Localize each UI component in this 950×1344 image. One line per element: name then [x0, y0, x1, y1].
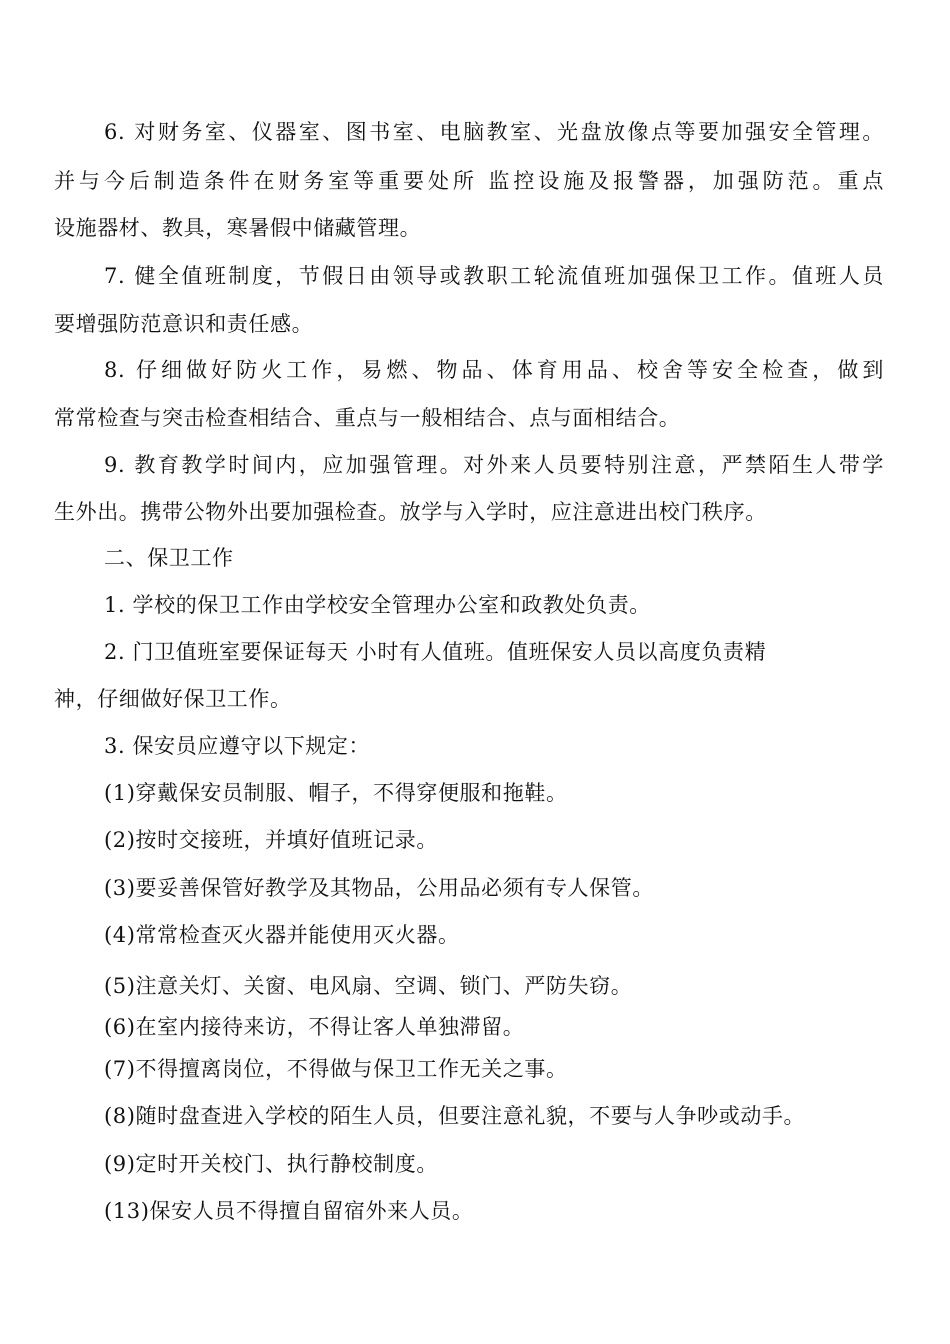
- paragraph-7-line-2: 要增强防范意识和责任感。: [54, 312, 314, 336]
- paragraph-6-line-2: 并与今后制造条件在财务室等重要处所 监控设施及报警器，加强防范。重点: [54, 169, 884, 193]
- rule-2: (2)按时交接班，并填好值班记录。: [104, 828, 438, 852]
- paragraph-9-line-1: 9. 教育教学时间内，应加强管理。对外来人员要特别注意，严禁陌生人带学: [104, 453, 884, 477]
- paragraph-6-line-1: 6. 对财务室、仪器室、图书室、电脑教室、光盘放像点等要加强安全管理。: [104, 120, 884, 144]
- paragraph-8-line-1: 8. 仔细做好防火工作，易燃、物品、体育用品、校舍等安全检查，做到: [104, 358, 884, 382]
- rule-9: (9)定时开关校门、执行静校制度。: [104, 1152, 438, 1176]
- item-2-line-1: 2. 门卫值班室要保证每天 小时有人值班。值班保安人员以高度负责精: [104, 640, 767, 664]
- rule-1: (1)穿戴保安员制服、帽子，不得穿便服和拖鞋。: [104, 781, 568, 805]
- rule-8: (8)随时盘查进入学校的陌生人员，但要注意礼貌，不要与人争吵或动手。: [104, 1104, 806, 1128]
- rule-13: (13)保安人员不得擅自留宿外来人员。: [104, 1199, 474, 1223]
- paragraph-8-line-2: 常常检查与突击检查相结合、重点与一般相结合、点与面相结合。: [54, 406, 681, 430]
- item-2-line-2: 神，仔细做好保卫工作。: [54, 687, 292, 711]
- paragraph-6-line-3: 设施器材、教具，寒暑假中储藏管理。: [54, 216, 422, 240]
- rule-5: (5)注意关灯、关窗、电风扇、空调、锁门、严防失窃。: [104, 974, 633, 998]
- rule-6: (6)在室内接待来访，不得让客人单独滞留。: [104, 1015, 525, 1039]
- rule-3: (3)要妥善保管好教学及其物品，公用品必须有专人保管。: [104, 876, 654, 900]
- item-1: 1. 学校的保卫工作由学校安全管理办公室和政教处负责。: [104, 593, 651, 617]
- paragraph-9-line-2: 生外出。携带公物外出要加强检查。放学与入学时，应注意进出校门秩序。: [54, 500, 767, 524]
- section-heading: 二、保卫工作: [104, 546, 234, 570]
- rule-7: (7)不得擅离岗位，不得做与保卫工作无关之事。: [104, 1057, 568, 1081]
- rule-4: (4)常常检查灭火器并能使用灭火器。: [104, 923, 460, 947]
- item-3: 3. 保安员应遵守以下规定：: [104, 734, 371, 758]
- paragraph-7-line-1: 7. 健全值班制度，节假日由领导或教职工轮流值班加强保卫工作。值班人员: [104, 264, 884, 288]
